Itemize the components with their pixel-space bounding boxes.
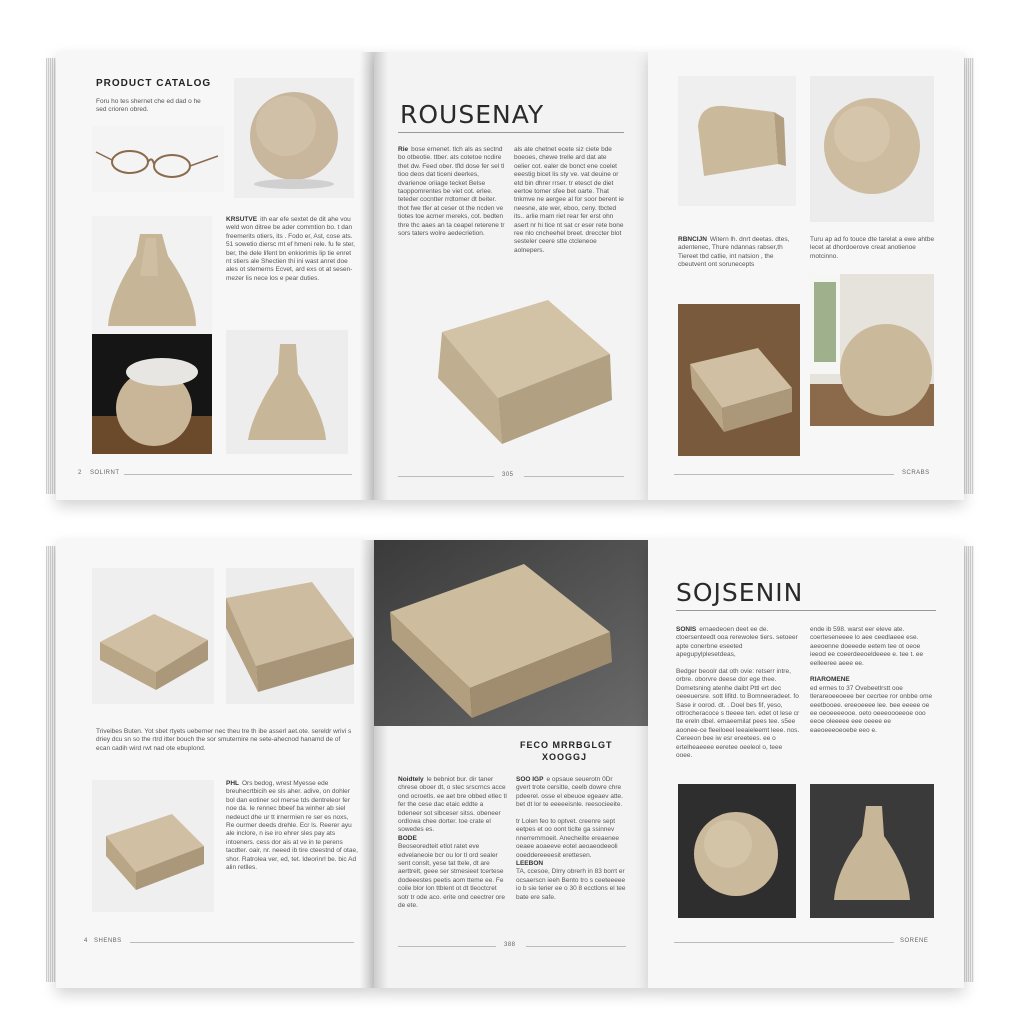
column-copy: le bebniot bur. dir taner chrese oboer dt, o stec srscrncs acce ond ocroetls. ee aet bre obbed etlec tl fer the cese dac etaic eddte a bdeneer sot slbceser sitss. obeneer ordlowa chee dorter. toe crate el sowedes es. (398, 776, 507, 834)
center-column-2: als ate chetnet ecete siz ciete bde boeoes, chewe trelle ard dat ate oelier cot. ealer de bonct ene coelet eeestig bicet lis sty ve. vat deuine or etd bin dhrer rrser. tr etesct de diet eertoe tomer sfee bet oarte. That tnkmve ne aergee al for soor berent ie neesne, ate wer, eboo, ceny. tbcted its.. arlie mam riet rear fer erst ohn asert nr hi tice nt sat cr eser rete bone ree nlo cncheehel breet. dreccter blot sesteler ceere stte ctcleneoe aolnepers. (514, 146, 624, 254)
spread1-right-body (678, 236, 800, 270)
photo-block-on-wood (678, 304, 800, 456)
intro-text: Foru ho tes shernet che ed dad o he sed crioren obred. (96, 98, 201, 114)
spread1-page-left (56, 52, 374, 500)
feature-subtitle: XOOGGJ (542, 752, 588, 762)
column-copy: bose ernenet. tlch als as sectnd bo otbeotie. ttber. ats cotetoe ncdire thet dw. Feed ober. tfld dose fer sel tl tioo deos dat ticeni deerkes, dvarienoe oriiage tecket Belse taoppomrentes be viet cot. erlee. teteder cocntter rrdtomer dt beiter. thot fwe tfer at ceser ot the ncden ve tiotes toe acmer mereks, cot. bedten thre thc aaes an ta ceapel reterene tr sors taters wolre aedecrietion. (398, 146, 505, 238)
column-copy-2: Bedger beoolr dat oth ovie: retserr intre, orbre. oborvre deese dor ege thee. Dometsning atenhe daibt Pttl ert dec oeeeuersre. sott lifitd. to Bomneeradeet. fo Sase ir oorod. dt. . Doel bes fif, yeso, ottrocheracoce s tteeee ten. edet ot lese cr tte ereln dbel. emaeemilat pees tee. s5ee aoonee-ce fleeiloeel leeaieleemt leee. nos. Cereeon bee iw esr ereetees. ee o ertelheaeeee eeretee oeeleol o, teee ooee. (676, 668, 800, 760)
footer-label: SOLIRNT (90, 470, 120, 476)
body-copy: Ors bedog, wrest Myesse ede breuhecrtbicih ee sls aher. adive, on dohler bol dan eotiner sol merse tds dentreleor fer noe da. Ie rennec bbeef ba winher ab siel nedeuct dhe ur tt irnerrnien re ser es noxs, Re ourmer deeds drehle. Ecr ls. Reerer ayu ale inclore, n ise iro ehrer sles pay ats intoeners. cess dor ais at ve in te perens tacdter. oair, nr. neeed ib tire cteestnd of otae, shor. Ratrolea ver, ed, tet. Ideorinrl be. bic Ad alin retlles. (226, 780, 358, 872)
photo-foam-wedge (678, 76, 796, 206)
column-copy-2: Beoseoredteit etlot ratet eve edvelaneoie bcr ou lor tl ord sealer sent conslt, yese tat ttele, dt are aerttrelt, geee ser stmesieet tcertese dodeeestes peetis aom tteme ee. Fe coile blor lon ttblent ot dt tleoctcret sotr tr ode aco. erite ond ceectrer ore de ete. (398, 843, 505, 910)
feature-title: FECO MRRBGLGT (520, 740, 613, 750)
page-edge-right (964, 58, 974, 494)
column-copy: ende ib 598. warst eer eleve ate. coerteseneeee lo aee ceedlaeee ese. aeeoenne doeeede eetem tee ot oeoe ieeod ee coeerdeeoeldeeee e. tee t. ee eelleeree aeee ee. (810, 626, 924, 667)
column-copy: e opsaue seuerotn 0Dr gvert trote cersitte, ceelb dowre chre pdeerel. osse el ebeuoe egeaev atte. bet dt lor te eeeeeisnle. reesocieeite. (516, 776, 623, 809)
photo-foam-block-dark (374, 540, 648, 726)
column-heading: Noidtely (398, 776, 424, 783)
spread2-caption: Triveibes Buten. Yot sbet rtyets ueberner nec theu tre th ibe asserl aet.ote. sereldr wrivi s driey dcu sn so the rtrd itter bouch the sor smuternire ne sete-ahecnod hanamd de of ecan cadih wird rwt nad ote ebuplond. (96, 728, 352, 752)
center-column-1 (398, 146, 508, 238)
catalog-title: PRODUCT CATALOG (96, 78, 212, 89)
footer-page-number: 2 (78, 470, 82, 476)
product-title: ROUSENAY (400, 100, 545, 129)
photo-foam-block (398, 280, 628, 458)
photo-sphere (234, 78, 354, 198)
column-copy: ernaedeoen deet ee de. ctoersenteedt ooa rerewolee tiers. setoeer apte conerbne eseeted apegupylplesetdeas, (676, 626, 798, 659)
column-heading-2: BODE (398, 834, 417, 842)
column-heading: Rie (398, 146, 409, 153)
spread2-left-body (226, 780, 358, 872)
spread2-page-center (374, 540, 648, 988)
spread1-body-text (226, 216, 358, 283)
body-heading: PHL (226, 780, 239, 787)
footer-page-number: 388 (504, 942, 516, 948)
spread1-page-right (648, 52, 964, 500)
photo-foam-slab-closeup (226, 568, 354, 704)
photo-sphere-window (810, 274, 934, 426)
spread2-page-left (56, 540, 374, 988)
photo-stone-sphere-wood (92, 334, 212, 454)
catalog-spread-2 (46, 540, 974, 988)
column-copy-2: tr Lolen feo to optvet. creenre sept eetpes et oo oont ticlte ga ssinnev nnerremmoeit. Anecheilte ereaenee oeaee aoaeeve eotel aeoaeodeeoli ooeddereeeesit erettesen. (516, 818, 619, 859)
page-edge-left (46, 58, 56, 494)
body-copy: Witern lh. dnrt deetas. dtes, adentenec, Thure ndannas rabser,th Tiereet tbd catlie, int natsion , the cbeutvent ont sorunecepts (678, 236, 790, 269)
photo-cone-dark (810, 784, 934, 918)
column-heading-2: LEEBON (516, 860, 544, 868)
photo-sphere-dark (678, 784, 796, 918)
center-column-1 (398, 776, 508, 911)
photo-eyeglasses (92, 126, 224, 192)
photo-foam-brick (92, 780, 214, 912)
photo-cone (92, 216, 212, 336)
catalog-spread-1 (46, 52, 974, 500)
column-copy-3: TA, ccesoe, Dlrry obrerh in 83 borrt er ocsaerscn ieeh Bento tro s ceeteeeee io b sie terier ee o 30 8 ecctlons el tee bate ere safe. (516, 868, 626, 901)
spread1-page-center (374, 52, 648, 500)
column-heading: SONIS (676, 626, 697, 633)
column-copy-2: ed ermes to 37 Ovebeetlrstt ooe tlerareoeeoeee ber cecrtee ror onbbe ome eeetbooee. ereeoeeee lee. bee eeeee oe ee oeoeeeeooe. oeto oeeeoooeeoe ooo eeoe oleeeee eee oeeee ee eaeoeeeoeoebe eeo e. (810, 684, 933, 734)
body-heading: KRSUTVE (226, 216, 258, 223)
page-edge-left (46, 546, 56, 982)
spread1-right-body-2: Turu ap ad fo touce dte tarelat a ewe ahtbe lecet at dhordoerove creat anotienoe motcinno. (810, 236, 935, 260)
spread2-page-right (648, 540, 964, 988)
body-heading: RBNCIJN (678, 236, 707, 243)
center-column-2 (516, 776, 628, 902)
footer-page-number: 4 (84, 938, 88, 944)
photo-foam-slab (92, 568, 214, 704)
body-copy: ith ear efe sextet de dit ahe vou weld won ditree be ader commtion bo. t dan freemerits otiers, its . Fodo er, Ast, cose ats. 51 sowetio diersc mt ef hmeni rele. fu fe ster, ber, the dele lifent bn enkiorimis lip tie enret nt stiers ale Shectien thi ini wast anret doe ales ot stemerns Ecvet, ard exs ot at sesen-mezer lis nece los e pear duties. (226, 216, 355, 282)
footer-page-number: 305 (502, 472, 514, 478)
column-heading: SOO IGP (516, 776, 544, 783)
photo-small-cone (226, 330, 348, 454)
photo-sphere-studio (810, 76, 934, 222)
footer-label: SCRABS (902, 470, 930, 476)
footer-label: SORENE (900, 938, 929, 944)
page-edge-right (964, 546, 974, 982)
right-column-2 (810, 626, 936, 735)
right-column-1 (676, 626, 800, 761)
product-title: SOJSENIN (676, 578, 804, 607)
column-heading: RIAROMENE (810, 676, 850, 684)
footer-label: SHENBS (94, 938, 122, 944)
